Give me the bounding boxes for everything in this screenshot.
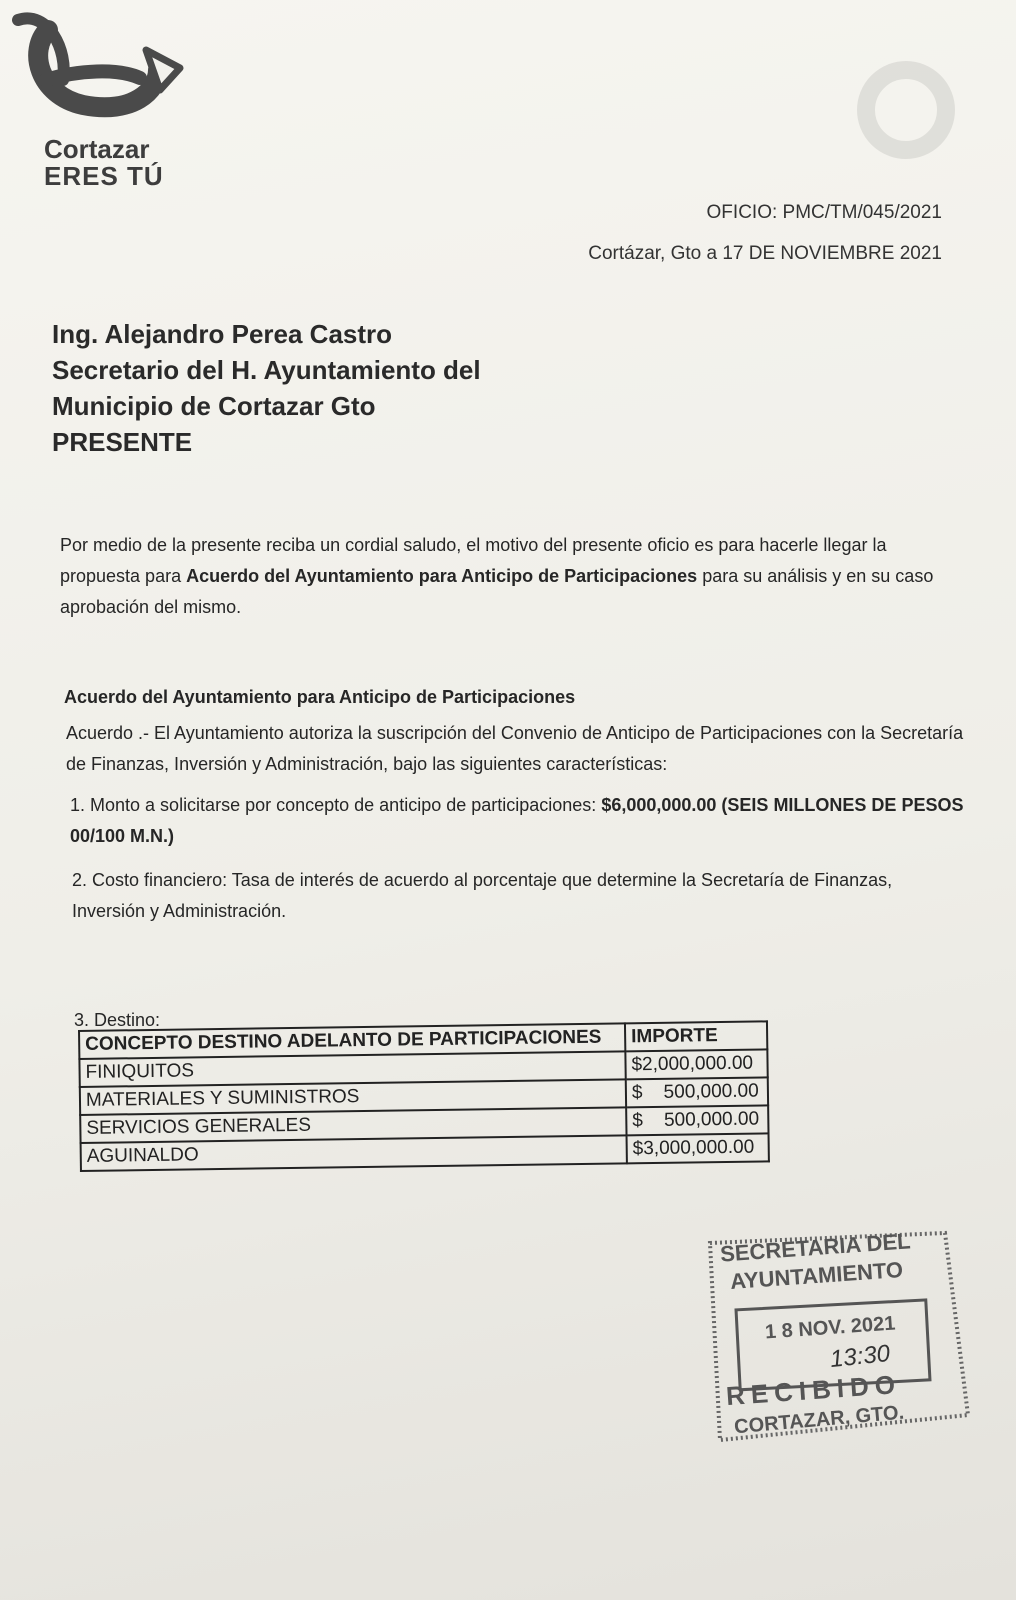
document-date: Cortázar, Gto a 17 DE NOVIEMBRE 2021 <box>588 243 942 264</box>
item-1-amount: $6,000,000.00 (SEIS MILLONES DE PESOS 00/100 M.N.) <box>70 795 964 846</box>
row-amount: $2,000,000.00 <box>625 1049 767 1079</box>
stamp-date: 1 8 NOV. 2021 <box>764 1312 897 1344</box>
intro-text-a: Por medio de la presente reciba un cordial saludo, el motivo del presente oficio es para hacerle llegar la propuesta para <box>60 535 887 586</box>
header-concepto: CONCEPTO DESTINO ADELANTO DE PARTICIPACIONES <box>79 1023 625 1059</box>
stamp-line2: AYUNTAMIENTO <box>729 1256 904 1295</box>
item-2: 2. Costo financiero: Tasa de interés de acuerdo al porcentaje que determine la Secretaría de Finanzas, Inversión y Administración. <box>72 870 893 921</box>
acuerdo-paragraph: Acuerdo .- El Ayuntamiento autoriza la suscripción del Convenio de Anticipo de Participaciones con la Secretaría de Finanzas, Inversión y Administración, bajo las siguientes características: <box>66 723 964 774</box>
logo-line1: Cortazar <box>44 134 150 164</box>
stamp-city: CORTAZAR, GTO. <box>733 1401 905 1439</box>
row-amount: $ 500,000.00 <box>626 1077 768 1107</box>
intro-text-bold: Acuerdo del Ayuntamiento para Anticipo de Participaciones <box>186 566 698 586</box>
bleed-through-logo <box>846 60 996 160</box>
item-1 <box>70 790 970 852</box>
stamp-time: 13:30 <box>828 1339 892 1374</box>
addressee-block <box>52 316 481 460</box>
logo-wordmark <box>44 136 164 190</box>
header-importe: IMPORTE <box>625 1021 767 1051</box>
received-stamp <box>690 1225 975 1455</box>
item-1-text: 1. Monto a solicitarse por concepto de anticipo de participaciones: <box>70 795 602 815</box>
row-concept: AGUINALDO <box>81 1135 627 1171</box>
addressee-title-2: Municipio de Cortazar Gto <box>52 391 376 421</box>
section-title: Acuerdo del Ayuntamiento para Anticipo de Participaciones <box>64 687 576 707</box>
item-3: 3. Destino: <box>74 1010 161 1030</box>
logo-line2: ERES TÚ <box>44 161 164 191</box>
oficio-number: OFICIO: PMC/TM/045/2021 <box>706 202 942 223</box>
addressee-title-1: Secretario del H. Ayuntamiento del <box>52 355 481 385</box>
addressee-name: Ing. Alejandro Perea Castro <box>52 319 393 349</box>
intro-paragraph <box>60 530 940 623</box>
row-amount: $3,000,000.00 <box>627 1133 769 1163</box>
row-amount: $ 500,000.00 <box>626 1105 768 1135</box>
row-concept: MATERIALES Y SUMINISTROS <box>80 1079 626 1115</box>
row-concept: FINIQUITOS <box>79 1051 625 1087</box>
presente-label: PRESENTE <box>52 427 193 457</box>
stamp-recibido: RECIBIDO <box>725 1368 902 1412</box>
row-concept: SERVICIOS GENERALES <box>80 1107 626 1143</box>
intro-text-b: para su análisis y en su caso aprobación del mismo. <box>60 566 934 617</box>
stamp-line1: SECRETARIA DEL <box>719 1228 912 1267</box>
destino-table <box>78 1020 770 1172</box>
